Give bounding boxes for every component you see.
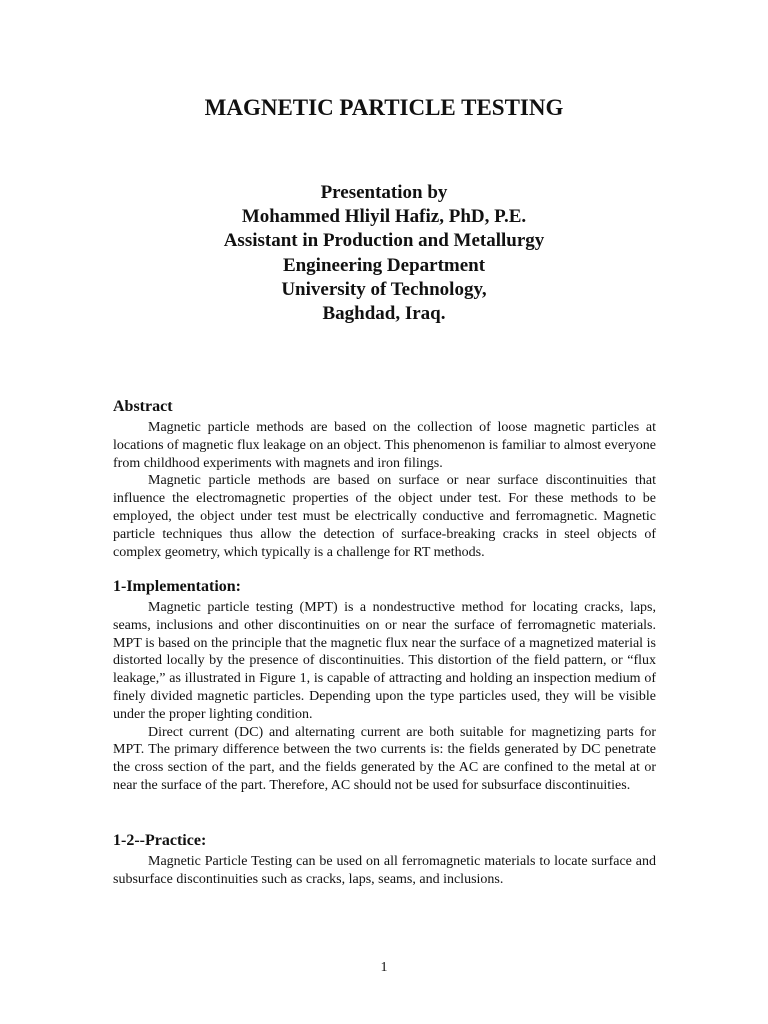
implementation-paragraph: Direct current (DC) and alternating current are both suitable for magnetizing parts for MPT. The primary difference between the two currents is: the fields generated by DC penetrate the cross section of the part, and the fields generated by the AC are confined to the metal at or near the surface of the part. Therefore, AC should not be used for subsurface discontinuities.: [113, 724, 656, 793]
abstract-paragraph: Magnetic particle methods are based on surface or near surface discontinuities that influence the electromagnetic properties of the object under test. For these methods to be employed, the object under test must be electrically conductive and ferromagnetic. Magnetic particle techniques thus allow the detection of surface-breaking cracks in steel objects of complex geometry, which typically is a challenge for RT methods.: [113, 473, 656, 560]
abstract-paragraph: Magnetic particle methods are based on the collection of loose magnetic particles at locations of magnetic flux leakage on an object. This phenomenon is familiar to almost everyone from childhood experiments with magnets and iron filings.: [113, 420, 656, 471]
byline-line: University of Technology,: [281, 278, 487, 300]
implementation-paragraph: Magnetic particle testing (MPT) is a nondestructive method for locating cracks, laps, seams, inclusions and other discontinuities on or near the surface of ferromagnetic materials. MPT is based on the principle that the magnetic flux near the surface of a magnetized material is distorted locally by the presence of discontinuities. This distortion of the field pattern, or “flux leakage,” as illustrated in Figure 1, is capable of attracting and holding an inspection medium of finely divided magnetic particles. Depending upon the type particles used, they will be visible under the proper lighting condition.: [113, 600, 656, 722]
implementation-heading: 1-Implementation:: [113, 578, 241, 595]
page-number: 1: [380, 960, 388, 975]
document-title: MAGNETIC PARTICLE TESTING: [204, 95, 564, 120]
practice-heading: 1-2--Practice:: [113, 832, 207, 849]
author-byline: [0, 181, 768, 326]
byline-line: Baghdad, Iraq.: [322, 303, 446, 325]
practice-section: [113, 831, 656, 889]
abstract-heading: Abstract: [113, 398, 173, 415]
byline-line: Assistant in Production and Metallurgy: [223, 230, 545, 252]
byline-line: Engineering Department: [282, 254, 486, 276]
implementation-section: [113, 577, 656, 795]
byline-line: Mohammed Hliyil Hafiz, PhD, P.E.: [241, 206, 527, 228]
practice-paragraph: Magnetic Particle Testing can be used on all ferromagnetic materials to locate surface and subsurface discontinuities such as cracks, laps, seams, and inclusions.: [113, 854, 656, 887]
abstract-section: [113, 397, 656, 561]
byline-line: Presentation by: [320, 182, 448, 203]
